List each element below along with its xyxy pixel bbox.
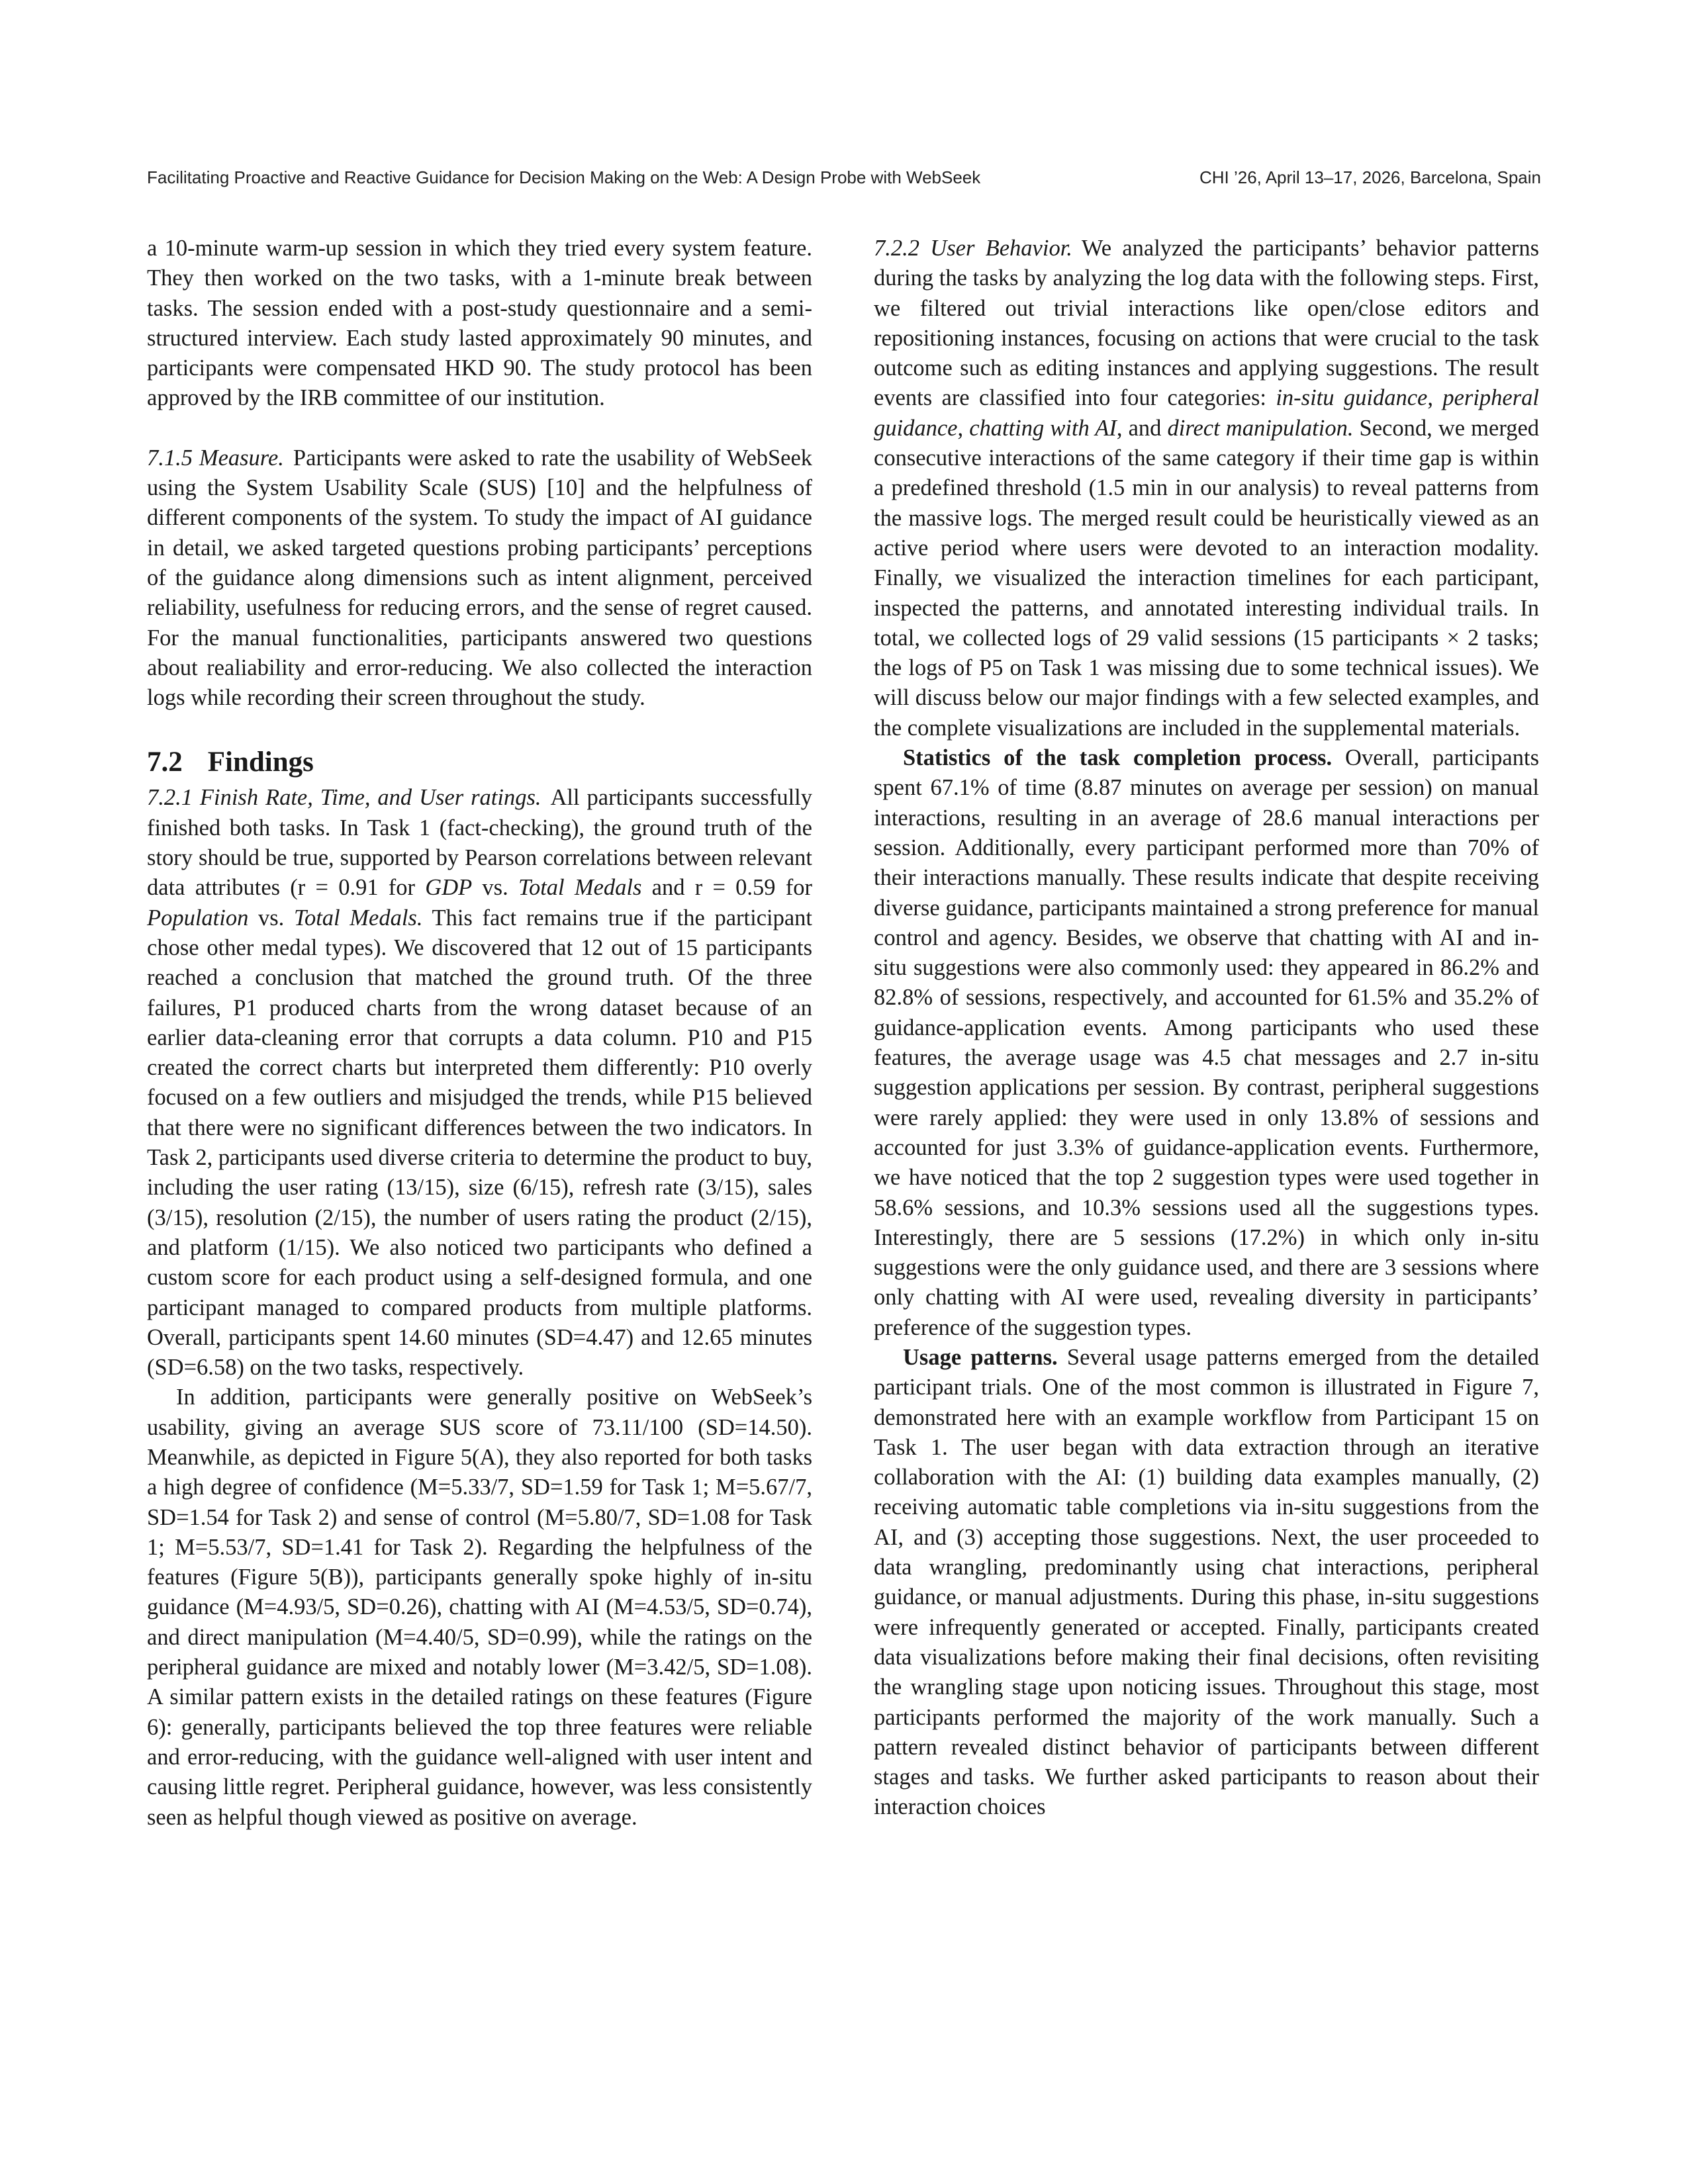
paragraph-finish-rate xyxy=(147,783,812,1383)
category-chatting: chatting with AI xyxy=(969,415,1117,441)
finish-text-e: This fact remains true if the participant chose other medal types). We discovered that 12 out of 15 participants reached a conclusion that matched the ground truth. Of the three failures, P1 produced charts from the wrong dataset because of an earlier data-cleaning error that corrupts a data column. P10 and P15 created the correct charts but interpreted them differently: P10 overly focused on a few outliers and misjudged the trends, while P15 believed that there were no significant differences between the two indicators. In Task 2, participants used diverse criteria to determine the product to buy, including the user rating (13/15), size (6/15), refresh rate (3/15), sales (3/15), resolution (2/15), the number of users rating the product (2/15), and platform (1/15). We also noticed two participants who defined a custom score for each product using a self-designed formula, and one participant managed to compared products from multiple platforms. Overall, participants spent 14.60 minutes (SD=4.47) and 12.65 minutes (SD=6.58) on the two tasks, respectively. xyxy=(147,905,812,1381)
category-separator-1: , xyxy=(1427,385,1443,411)
finish-text-b: vs. xyxy=(472,875,518,901)
category-separator-2: , xyxy=(957,415,970,441)
finish-text-d: vs. xyxy=(248,905,294,931)
usage-text: Several usage patterns emerged from the detailed participant trials. One of the most common is illustrated in Figure 7, demonstrated here with an example workflow from Participant 15 on Task 1. The user began with data extraction through an iterative collaboration with the AI: (1) building data examples manually, (2) receiving automatic table completions via in-situ suggestions from the AI, and (3) accepting those suggestions. Next, the user proceeded to data wrangling, predominantly using chat interactions, peripheral guidance, or manual adjustments. During this phase, in-situ suggestions were infrequently generated or accepted. Finally, participants created data visualizations before making their final decisions, often revisiting the wrangling stage upon noticing issues. Throughout this stage, most participants performed the majority of the work manually. Such a pattern revealed distinct behavior of participants between different stages and tasks. We further asked participants to reason about their interaction choices xyxy=(874,1344,1540,1820)
section-title: Findings xyxy=(207,747,314,778)
paragraph-statistics xyxy=(874,743,1539,1343)
paragraph-warmup: a 10-minute warm-up session in which they tried every system feature. They then worked on the two tasks, with a 1-minute break between tasks. The session ended with a post-study questionnaire and a semi-structured interview. Each study lasted approximately 90 minutes, and participants were compensated HKD 90. The study protocol has been approved by the IRB committee of our institution. xyxy=(147,236,812,411)
section-number: 7.2 xyxy=(147,747,183,778)
category-direct-manipulation: direct manipulation. xyxy=(1167,415,1354,441)
category-separator-3: , and xyxy=(1116,415,1168,441)
right-column xyxy=(874,234,1539,1823)
paragraph-ratings: In addition, participants were generally positive on WebSeek’s usability, giving an average SUS score of 73.11/100 (SD=14.50). Meanwhile, as depicted in Figure 5(A), they also reported for both tasks a high degree of confidence (M=5.33/7, SD=1.59 for Task 1; M=5.67/7, SD=1.54 for Task 2) and sense of control (M=5.80/7, SD=1.08 for Task 1; M=5.53/7, SD=1.41 for Task 2). Regarding the helpfulness of the features (Figure 5(B)), participants generally spoke highly of in-situ guidance (M=4.93/5, SD=0.26), chatting with AI (M=4.53/5, SD=0.74), and direct manipulation (M=4.40/5, SD=0.99), while the ratings on the peripheral guidance are mixed and notably lower (M=3.42/5, SD=1.08). A similar pattern exists in the detailed ratings on these features (Figure 6): generally, participants believed the top three features were reliable and error-reducing, with the guidance well-aligned with user intent and causing little regret. Peripheral guidance, however, was less consistently seen as helpful though viewed as positive on average. xyxy=(147,1385,812,1830)
subsection-heading-measure: 7.1.5 Measure. xyxy=(147,445,284,471)
finish-text-a: All participants successfully finished both tasks. In Task 1 (fact-checking), the ground truth of the story should be true, supported by Pearson correlations between relevant data attributes (r = 0.91 for xyxy=(147,785,812,901)
term-total-medals: Total Medals xyxy=(518,875,642,901)
running-header xyxy=(147,167,1541,194)
header-venue: CHI ’26, April 13–17, 2026, Barcelona, Spain xyxy=(1199,167,1541,187)
run-in-heading-statistics: Statistics of the task completion process. xyxy=(903,745,1333,771)
term-total-medals-2: Total Medals. xyxy=(293,905,423,931)
paragraph-user-behavior xyxy=(874,234,1539,743)
section-heading-findings xyxy=(147,743,812,783)
finish-text-c: and r = 0.59 for xyxy=(641,875,812,901)
term-gdp: GDP xyxy=(425,875,473,901)
subsection-heading-finish: 7.2.1 Finish Rate, Time, and User ratings. xyxy=(147,785,541,811)
left-column xyxy=(147,234,812,1833)
subsection-heading-behavior: 7.2.2 User Behavior. xyxy=(874,236,1072,261)
category-in-situ: in-situ guidance xyxy=(1276,385,1428,411)
paragraph-measure xyxy=(147,443,812,713)
run-in-heading-usage: Usage patterns. xyxy=(903,1344,1058,1370)
statistics-text: Overall, participants spent 67.1% of time (8.87 minutes on average per session) on manual interactions, resulting in an average of 28.6 manual interactions per session. Additionally, every participant performed more than 70% of their interactions manually. These results indicate that despite receiving diverse guidance, participants maintained a strong preference for manual control and agency. Besides, we observe that chatting with AI and in-situ suggestions were also commonly used: they appeared in 86.2% and 82.8% of sessions, respectively, and accounted for 61.5% and 35.2% of guidance-application events. Among participants who used these features, the average usage was 4.5 chat messages and 2.7 in-situ suggestion applications per session. By contrast, peripheral suggestions were rarely applied: they were used in only 13.8% of sessions and accounted for just 3.3% of guidance-application events. Furthermore, we have noticed that the top 2 suggestion types were used together in 58.6% sessions, and 10.3% sessions used all the suggestions types. Interestingly, there are 5 sessions (17.2%) in which only in-situ suggestions were the only guidance used, and there are 3 sessions where only chatting with AI were used, revealing diversity in participants’ preference of the suggestion types. xyxy=(874,745,1539,1340)
header-title: Facilitating Proactive and Reactive Guidance for Decision Making on the Web: A Design Probe with WebSeek xyxy=(147,167,981,187)
behavior-text-b: Second, we merged consecutive interactions of the same category if their time gap is within a predefined threshold (1.5 min in our analysis) to reveal patterns from the massive logs. The merged result could be heuristically viewed as an active period where users were devoted to an interaction modality. Finally, we visualized the interaction timelines for each participant, inspected the patterns, and annotated interesting individual trails. In total, we collected logs of 29 valid sessions (15 participants × 2 tasks; the logs of P5 on Task 1 was missing due to some technical issues). We will discuss below our major findings with a few selected examples, and the complete visualizations are included in the supplemental materials. xyxy=(874,415,1540,741)
measure-text: Participants were asked to rate the usability of WebSeek using the System Usability Scale (SUS) [10] and the helpfulness of different components of the system. To study the impact of AI guidance in detail, we asked targeted questions probing participants’ perceptions of the guidance along dimensions such as intent alignment, perceived reliability, usefulness for reducing errors, and the sense of regret caused. For the manual functionalities, participants answered two questions about realiability and error-reducing. We also collected the interaction logs while recording their screen throughout the study. xyxy=(147,445,813,711)
behavior-text-a: We analyzed the participants’ behavior patterns during the tasks by analyzing the log data with the following steps. First, we filtered out trivial interactions like open/close editors and repositioning instances, focusing on actions that were crucial to the task outcome such as editing instances and applying suggestions. The result events are classified into four categories: xyxy=(874,236,1539,411)
term-population: Population xyxy=(147,905,249,931)
paragraph-usage-patterns xyxy=(874,1343,1539,1823)
category-peripheral: peripheral guidance xyxy=(874,385,1540,441)
